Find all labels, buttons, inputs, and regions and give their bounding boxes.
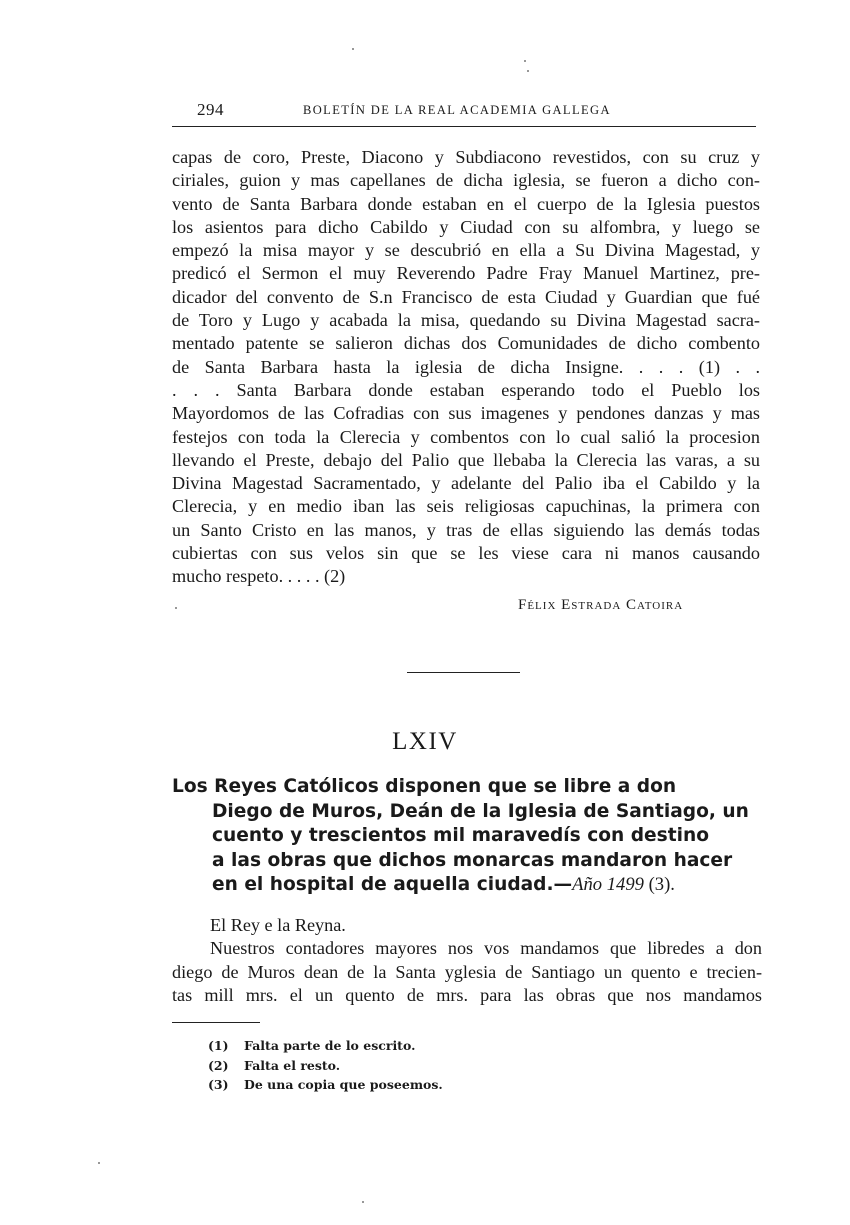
- text-line: Nuestros contadores mayores nos vos mandamos que libredes a don: [210, 938, 762, 959]
- text-line: vento de Santa Barbara donde estaban en el cuerpo de la Iglesia puestos: [172, 193, 760, 214]
- footnote: [208, 1056, 443, 1076]
- heading-line: cuento y trescientos mil maravedís con destino: [212, 825, 709, 847]
- heading-line: Diego de Muros, Deán de la Iglesia de Santiago, un: [212, 800, 749, 822]
- text-line: llevando el Preste, debajo del Palio que llebaba la Clerecia las varas, a su: [172, 449, 760, 470]
- footnote-mark: (2): [208, 1057, 229, 1073]
- scan-speck: [527, 70, 529, 72]
- text-line: Mayordomos de las Cofradias con sus imagenes y pendones danzas y mas: [172, 403, 760, 424]
- footnote-text: Falta el resto.: [244, 1057, 341, 1073]
- footnote-text: De una copia que poseemos.: [244, 1077, 443, 1092]
- scan-speck: [352, 48, 354, 50]
- year-note: Año 1499: [572, 874, 644, 896]
- heading-line: Los Reyes Católicos disponen que se libre a don: [172, 776, 677, 797]
- text-line: los asientos para dicho Cabildo y Ciudad con su alfombra, y luego se: [172, 216, 760, 237]
- body-paragraph: [172, 146, 760, 589]
- scan-speck: [175, 607, 177, 609]
- footnotes: [208, 1036, 443, 1095]
- text-line: capas de coro, Preste, Diacono y Subdiacono revestidos, con su cruz y: [172, 147, 760, 167]
- footnote-rule: [172, 1022, 260, 1023]
- text-line: mentado patente se salieron dichas dos Comunidades de dicho combento: [172, 333, 760, 354]
- footnote-reference: (3).: [643, 874, 675, 896]
- page-number: 294: [197, 100, 224, 119]
- text-line: ciriales, guion y mas capellanes de dicha iglesia, se fueron a dicho con-: [172, 170, 760, 191]
- letter-salutation: El Rey e la Reyna.: [210, 915, 346, 935]
- footnote-mark: (1): [208, 1038, 229, 1053]
- text-line: Clerecia, y en medio iban las seis religiosas capuchinas, la primera con: [172, 496, 760, 517]
- scan-speck: [362, 1201, 364, 1203]
- text-line: . . . Santa Barbara donde estaban esperando todo el Pueblo los: [172, 379, 760, 400]
- footnote-text: Falta parte de lo escrito.: [244, 1038, 416, 1053]
- text-line: de Santa Barbara hasta la iglesia de dicha Insigne. . . . (1) . .: [172, 356, 760, 377]
- footnote: [208, 1075, 443, 1095]
- footnote-mark: (3): [208, 1077, 229, 1092]
- section-divider: [407, 672, 520, 673]
- text-line: festejos con toda la Clerecia y combentos con lo cual salió la procesion: [172, 426, 760, 447]
- text-line: de Toro y Lugo y acabada la misa, quedando su Divina Magestad sacra-: [172, 310, 760, 331]
- letter-text: [172, 914, 762, 1007]
- text-line: predicó el Sermon el muy Reverendo Padre Fray Manuel Martinez, pre-: [172, 263, 760, 284]
- journal-title: BOLETÍN DE LA REAL ACADEMIA GALLEGA: [303, 103, 611, 117]
- text-line: tas mill mrs. el un quento de mrs. para las obras que nos mandamos: [172, 984, 762, 1005]
- text-line: Divina Magestad Sacramentado, y adelante del Palio iba el Cabildo y la: [172, 473, 760, 494]
- scan-speck: [524, 60, 526, 62]
- running-head: [175, 100, 759, 124]
- author-name: Félix Estrada Catoira: [518, 597, 684, 613]
- text-line: mucho respeto. . . . . (2): [172, 566, 346, 587]
- document-heading: [172, 775, 762, 898]
- text-line: diego de Muros dean de la Santa yglesia de Santiago un quento e trecien-: [172, 961, 762, 982]
- footnote: [208, 1036, 443, 1056]
- header-rule: [172, 126, 756, 127]
- text-line: empezó la misa mayor y se descubrió en ella a Su Divina Magestad, y: [172, 240, 760, 261]
- heading-text: en el hospital de aquella ciudad.—: [212, 874, 573, 896]
- section-number: LXIV: [392, 728, 458, 755]
- author-signature: [518, 597, 683, 614]
- text-line: dicador del convento de S.n Francisco de esta Ciudad y Guardian que fué: [172, 286, 760, 307]
- text-line: cubiertas con sus velos sin que se les viese cara ni manos causando: [172, 543, 760, 564]
- heading-line-last: [172, 873, 762, 898]
- scan-speck: [98, 1162, 100, 1164]
- text-line: un Santo Cristo en las manos, y tras de ellas siguiendo las demás todas: [172, 519, 760, 540]
- heading-line: a las obras que dichos monarcas mandaron hacer: [212, 849, 733, 871]
